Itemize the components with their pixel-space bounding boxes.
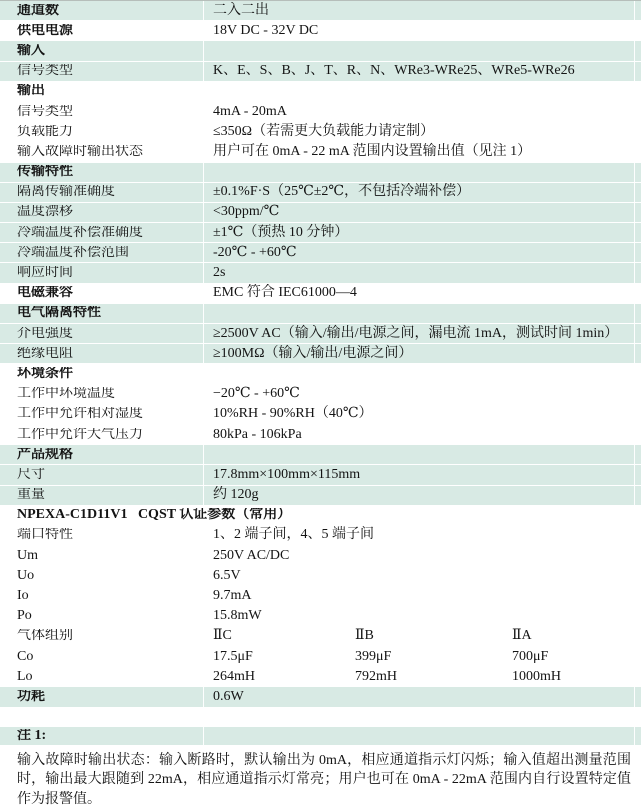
table-row <box>0 324 641 344</box>
row-value: ±1℃（预热 10 分钟） <box>203 223 634 242</box>
row-label: 工作中允许大气压力 <box>17 427 143 442</box>
row-label: 通道数 <box>17 3 59 18</box>
row-value <box>203 627 634 646</box>
table-row <box>0 284 641 304</box>
table-row <box>0 506 641 526</box>
row-edge-spacer <box>634 405 641 424</box>
row-value <box>203 445 634 464</box>
table-row <box>0 223 641 243</box>
row-value: 18V DC - 32V DC <box>203 21 634 40</box>
row-edge-spacer <box>634 122 641 141</box>
row-label: 工作中允许相对湿度 <box>17 407 143 422</box>
row-edge-spacer <box>634 21 641 40</box>
row-value: 用户可在 0mA - 22 mA 范围内设置输出值（见注 1） <box>203 142 634 161</box>
row-value: 15.8mW <box>203 607 634 626</box>
row-value: 2s <box>203 263 634 282</box>
row-edge-spacer <box>634 607 641 626</box>
row-label: 冷端温度补偿准确度 <box>17 225 143 240</box>
table-row <box>0 607 641 627</box>
table-row <box>0 183 641 203</box>
row-label: 温度漂移 <box>17 205 73 220</box>
table-row <box>0 647 641 667</box>
table-row <box>0 163 641 183</box>
row-label: 冷端温度补偿范围 <box>17 245 129 260</box>
table-row <box>0 263 641 283</box>
row-edge-spacer <box>634 243 641 262</box>
row-edge-spacer <box>634 263 641 282</box>
row-edge-spacer <box>634 284 641 303</box>
note-title-row <box>0 727 641 747</box>
row-label: 环境条件 <box>17 366 73 381</box>
row-label: Co <box>17 649 34 664</box>
row-value: 二入二出 <box>203 1 634 20</box>
row-label: 隔离传输准确度 <box>17 185 115 200</box>
table-row <box>0 62 641 82</box>
row-edge-spacer <box>634 142 641 161</box>
table-row <box>0 385 641 405</box>
row-edge-spacer <box>634 627 641 646</box>
note-title-spacer <box>203 727 634 746</box>
row-value <box>203 304 634 323</box>
table-row <box>0 364 641 384</box>
row-edge-spacer <box>634 62 641 81</box>
table-row <box>0 82 641 102</box>
table-row <box>0 142 641 162</box>
row-value: 80kPa - 106kPa <box>203 425 634 444</box>
row-value-col: ⅡA <box>512 628 532 644</box>
table-row <box>0 102 641 122</box>
row-value-col: 792mH <box>355 668 397 684</box>
row-value <box>203 41 634 60</box>
row-value: 6.5V <box>203 566 634 585</box>
table-row <box>0 304 641 324</box>
table-row <box>0 546 641 566</box>
row-label: NPEXA-C1D11V1 CQST 认证参数（常用） <box>17 508 292 523</box>
table-row <box>0 405 641 425</box>
row-value: K、E、S、B、J、T、R、N、WRe3-WRe25、WRe5-WRe26 <box>203 62 634 81</box>
row-value: 1、2 端子间，4、5 端子间 <box>203 526 634 545</box>
row-label: 介电强度 <box>17 326 73 341</box>
row-label: 气体组别 <box>17 629 73 644</box>
table-row <box>0 687 641 707</box>
row-value-col: 1000mH <box>512 668 561 684</box>
row-edge-spacer <box>634 586 641 605</box>
row-edge-spacer <box>634 324 641 343</box>
row-value: ≥2500V AC（输入/输出/电源之间，漏电流 1mA，测试时间 1min） <box>203 324 634 343</box>
row-label: 输入 <box>17 43 45 58</box>
row-edge-spacer <box>634 183 641 202</box>
row-label: 端口特性 <box>17 528 73 543</box>
row-edge-spacer <box>634 203 641 222</box>
row-label: 重量 <box>17 488 45 503</box>
row-edge-spacer <box>634 344 641 363</box>
row-edge-spacer <box>634 82 641 101</box>
table-row <box>0 486 641 506</box>
row-edge-spacer <box>634 546 641 565</box>
row-value: 10%RH - 90%RH（40℃） <box>203 405 634 424</box>
row-label: 电气隔离特性 <box>17 306 101 321</box>
row-value: -20℃ - +60℃ <box>203 243 634 262</box>
row-label: Po <box>17 609 32 624</box>
table-row <box>0 445 641 465</box>
row-value: −20℃ - +60℃ <box>203 385 634 404</box>
row-label: Lo <box>17 669 33 684</box>
table-row <box>0 203 641 223</box>
row-label: 功耗 <box>17 689 45 704</box>
row-edge-spacer <box>634 304 641 323</box>
row-value: 250V AC/DC <box>203 546 634 565</box>
row-edge-spacer <box>634 465 641 484</box>
row-value: 9.7mA <box>203 586 634 605</box>
row-edge-spacer <box>634 727 641 746</box>
row-label: 传输特性 <box>17 165 73 180</box>
row-edge-spacer <box>634 647 641 666</box>
row-edge-spacer <box>634 163 641 182</box>
row-value: ±0.1%F·S（25℃±2℃，不包括冷端补偿） <box>203 183 634 202</box>
table-row <box>0 1 641 21</box>
table-row <box>0 122 641 142</box>
row-edge-spacer <box>634 445 641 464</box>
table-row <box>0 566 641 586</box>
table-row <box>0 627 641 647</box>
row-label: 产品规格 <box>17 447 73 462</box>
row-label: 电磁兼容 <box>17 286 73 301</box>
row-value: 约 120g <box>203 486 634 505</box>
table-row <box>0 344 641 364</box>
row-value-col: 399μF <box>355 648 392 664</box>
row-value: ≤350Ω（若需更大负载能力请定制） <box>203 122 634 141</box>
note-gap <box>0 708 641 727</box>
row-label: 工作中环境温度 <box>17 387 115 402</box>
table-row <box>0 243 641 263</box>
row-value-col: 17.5μF <box>213 648 253 664</box>
row-edge-spacer <box>634 667 641 686</box>
row-label: 响应时间 <box>17 266 73 281</box>
table-row <box>0 465 641 485</box>
row-edge-spacer <box>634 566 641 585</box>
row-label: Uo <box>17 568 35 583</box>
row-value <box>203 364 634 383</box>
row-edge-spacer <box>634 425 641 444</box>
row-edge-spacer <box>634 102 641 121</box>
row-value: EMC 符合 IEC61000—4 <box>203 284 634 303</box>
row-edge-spacer <box>634 223 641 242</box>
row-value: 17.8mm×100mm×115mm <box>203 465 634 484</box>
row-label: 供电电源 <box>17 23 73 38</box>
row-edge-spacer <box>634 41 641 60</box>
row-edge-spacer <box>634 364 641 383</box>
row-value <box>203 647 634 666</box>
row-label: Um <box>17 548 38 563</box>
row-label: 尺寸 <box>17 467 45 482</box>
note-text: 输入故障时输出状态：输入断路时，默认输出为 0mA，相应通道指示灯闪烁；输入值超出测量范围时，输出最大跟随到 22mA，相应通道指示灯常亮；用户也可在 0mA - 22mA 范围内自行设置特定值作为报警值。 <box>17 753 631 807</box>
row-value-col: ⅡC <box>213 628 232 644</box>
row-value: 4mA - 20mA <box>203 102 634 121</box>
row-label: 输入故障时输出状态 <box>17 144 143 159</box>
row-label: 绝缘电阻 <box>17 346 73 361</box>
row-label: 负载能力 <box>17 124 73 139</box>
row-edge-spacer <box>634 385 641 404</box>
table-row <box>0 667 641 687</box>
row-edge-spacer <box>634 486 641 505</box>
table-row <box>0 586 641 606</box>
row-edge-spacer <box>634 1 641 20</box>
note-title: 注 1: <box>17 728 47 743</box>
row-value <box>203 82 634 101</box>
row-value <box>203 163 634 182</box>
row-label: Io <box>17 589 29 604</box>
table-row <box>0 41 641 61</box>
row-value-col: ⅡB <box>355 628 374 644</box>
table-row <box>0 21 641 41</box>
row-value: ≥100MΩ（输入/输出/电源之间） <box>203 344 634 363</box>
row-label: 信号类型 <box>17 104 73 119</box>
table-row <box>0 425 641 445</box>
table-row <box>0 526 641 546</box>
row-edge-spacer <box>634 526 641 545</box>
row-edge-spacer <box>634 506 641 525</box>
row-value-col: 700μF <box>512 648 549 664</box>
row-value: 0.6W <box>203 687 634 706</box>
row-value-col: 264mH <box>213 668 255 684</box>
row-label: 输出 <box>17 84 45 99</box>
row-value <box>203 667 634 686</box>
row-label: 信号类型 <box>17 64 73 79</box>
row-edge-spacer <box>634 687 641 706</box>
row-value: <30ppm/℃ <box>203 203 634 222</box>
